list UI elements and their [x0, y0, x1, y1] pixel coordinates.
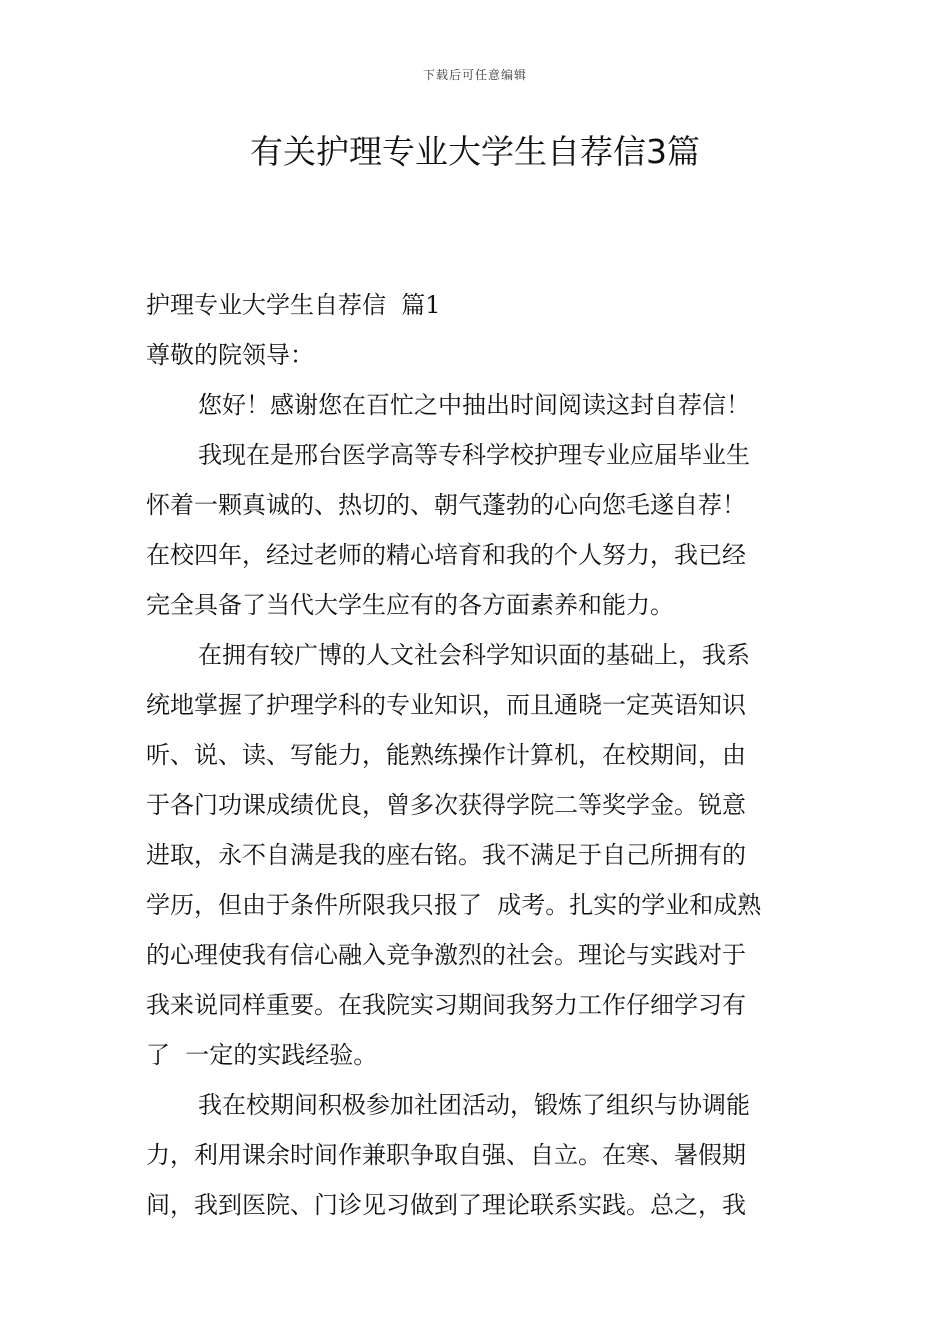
letter-body — [146, 280, 808, 1230]
text-line: 间，我到医院、门诊见习做到了理论联系实践。总之，我 — [146, 1191, 746, 1219]
text-line: 怀着一颗真诚的、热切的、朝气蓬勃的心向您毛遂自荐！ — [146, 491, 746, 519]
text-line: 完全具备了当代大学生应有的各方面素养和能力。 — [146, 591, 674, 619]
text-line: 尊敬的院领导： — [146, 341, 314, 369]
text-line: 了 一定的实践经验。 — [146, 1041, 378, 1069]
text-line: 统地掌握了护理学科的专业知识，而且通晓一定英语知识 — [146, 691, 746, 719]
text-line: 您好！感谢您在百忙之中抽出时间阅读这封自荐信！ — [198, 391, 750, 419]
text-line: 在校四年，经过老师的精心培育和我的个人努力，我已经 — [146, 541, 746, 569]
text-line: 在拥有较广博的人文社会科学知识面的基础上，我系 — [198, 641, 750, 669]
text-line: 听、说、读、写能力，能熟练操作计算机，在校期间，由 — [146, 741, 746, 769]
text-line: 我现在是邢台医学高等专科学校护理专业应届毕业生 — [198, 441, 750, 469]
text-line: 学历，但由于条件所限我只报了 成考。扎实的学业和成熟 — [146, 891, 762, 919]
text-line: 的心理使我有信心融入竞争激烈的社会。理论与实践对于 — [146, 941, 746, 969]
text-line: 于各门功课成绩优良，曾多次获得学院二等奖学金。锐意 — [146, 791, 746, 819]
header-note: 下载后可任意编辑 — [422, 68, 527, 82]
text-line: 力，利用课余时间作兼职争取自强、自立。在寒、暑假期 — [146, 1141, 746, 1169]
text-line: 护理专业大学生自荐信 篇1 — [146, 291, 441, 319]
text-line: 我在校期间积极参加社团活动，锻炼了组织与协调能 — [198, 1091, 750, 1119]
text-line: 进取，永不自满是我的座右铭。我不满足于自己所拥有的 — [146, 841, 746, 869]
text-line: 我来说同样重要。在我院实习期间我努力工作仔细学习有 — [146, 991, 746, 1019]
document-title: 有关护理专业大学生自荐信3篇 — [250, 132, 700, 171]
